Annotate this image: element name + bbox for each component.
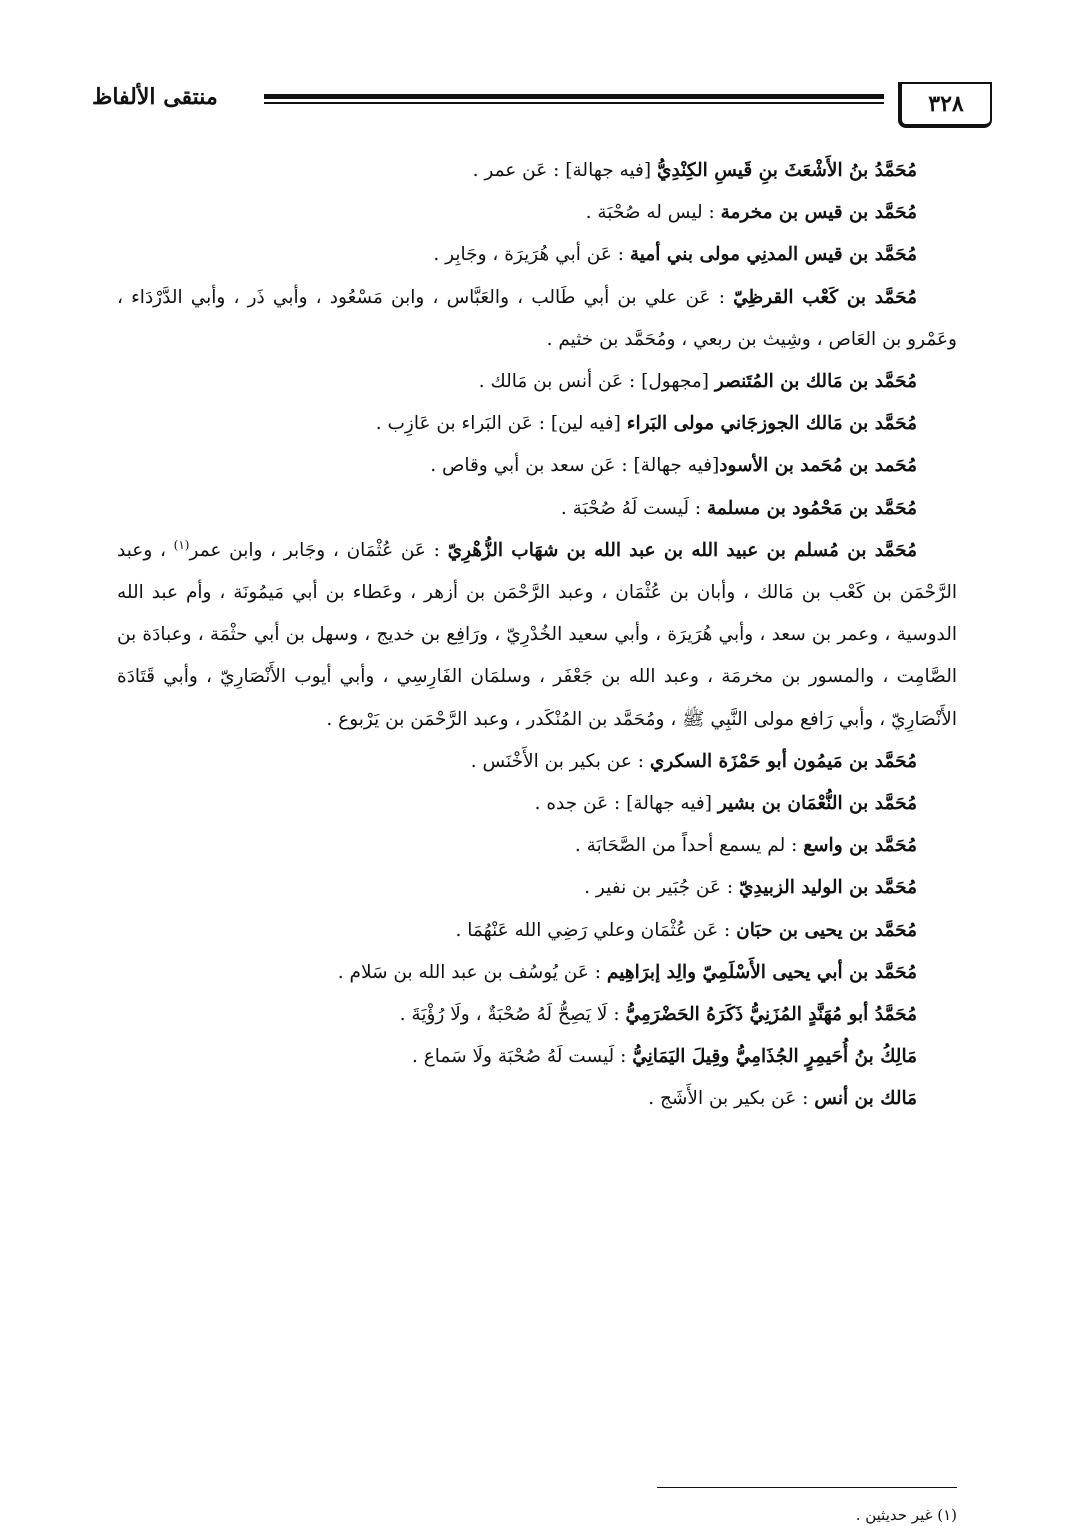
entry-text: [فيه لين] : عَن البَراء بن عَازِب . (375, 413, 627, 435)
entry-name: مُحَمَّد بن كَعْب القرظِيّ (733, 286, 918, 308)
entry (117, 192, 957, 234)
entry-name: مُحَمد بن مُحَمد بن الأسود (719, 455, 917, 477)
entry-name: مَالِكُ بنُ أُحَيمِرٍ الجُذَامِيُّ وقِيلَ اليَمَانِيُّ (632, 1046, 917, 1068)
entry (117, 277, 957, 361)
footnote (856, 1504, 957, 1526)
entry (117, 530, 957, 741)
entries-list (117, 150, 957, 1121)
entry-text: : لَيست لَهُ صُحْبَة ولَا سَماع . (411, 1046, 633, 1068)
entry-text-continued: ، وعبد الرَّحْمَن بن كَعْب بن مَالك ، وأبان بن عُثْمَان ، وعبد الرَّحْمَن بن أزهر ، وعَطاء بن أبي مَيمُونَة ، وأم عبد الله الدوسية ، وعمر بن سعد ، وأبي هُرَيرَة ، وأبي سعيد الخُدْرِيّ ، ورَافِع بن خديج ، وسهل بن أبي حثْمَة ، وعبادَة بن الصَّامِت ، والمسور بن مخرمَة ، وعبد الله بن جَعْفَر ، وسلمَان الفَارِسِي ، وأبي أيوب الأَنْصَارِيّ ، وأبي قَتَادَة الأَنْصَارِيّ ، وأبي رَافع مولى النَّبِي ﷺ ، ومُحَمَّد بن المُنْكَدر ، وعبد الرَّحْمَن بن يَرْبوع . (117, 539, 957, 730)
page-header (92, 82, 992, 126)
entry-name: مُحَمَّد بن يحيى بن حبَان (736, 919, 917, 941)
entry-text: : عن بكير بن الأَخْنَس . (470, 750, 650, 772)
entry-name: مُحَمَّد بن مَيمُون أبو حَمْزَة السكري (649, 750, 917, 772)
entry-text: [فيه جهالة] : عَن عمر . (472, 160, 657, 181)
entry (117, 825, 957, 867)
entry-name: مُحَمَّد بن مَحْمُود بن مسلمة (707, 497, 917, 519)
entry (117, 150, 957, 192)
book-title: منتقى الألفاظ (92, 84, 218, 110)
entry-name: مُحَمَّد بن النُّعْمَان بن بشير (717, 793, 917, 815)
entry (117, 783, 957, 825)
entry-name: مُحَمَّد بن قيس المدنِي مولى بني أمية (629, 244, 917, 266)
entry-text: : لَيست لَهُ صُحْبَة . (560, 497, 708, 519)
entry (117, 1078, 957, 1120)
header-rule (264, 94, 884, 104)
entry-text: : عَن أبي هُرَيرَة ، وجَابِر . (433, 244, 630, 266)
entry-name: مُحَمَّدُ بنُ الأَشْعَثَ بنِ قَيسِ الكِنْدِيُّ (657, 160, 917, 181)
entry-name: مُحَمَّد بن واسع (803, 835, 917, 857)
entry (117, 403, 957, 445)
entry (117, 867, 957, 909)
entry-name: مُحَمَّد بن الوليد الزبيدِيّ (739, 877, 917, 899)
entry-text: : لَا يَصِحُّ لَهُ صُحْبَةٌ ، ولَا رُؤْيَةَ . (399, 1004, 626, 1026)
footnote-divider (657, 1487, 957, 1488)
entry (117, 488, 957, 530)
entry-text: : عَن بكير بن الأَشَج . (648, 1088, 815, 1110)
footnote-ref: (١) (173, 537, 190, 552)
entry-name: مُحَمَّد بن قيس بن مخرمة (720, 202, 917, 224)
entry (117, 994, 957, 1036)
footnote-marker: (١) (937, 1506, 957, 1524)
entry-name: مَالك بن أنس (814, 1088, 917, 1110)
entry-text: : عَن علي بن أبي طَالب ، والعَبَّاس ، وابن مَسْعُود ، وأبي ذَر ، وأبي الدَّرْدَاء ، وعَمْرو بن العَاص ، وشِيث بن ربعي ، ومُحَمَّد بن خثيم . (117, 286, 957, 350)
entry-name: مُحَمَّد بن مُسلم بن عبيد الله بن عبد الله بن شهَاب الزُّهْرِيّ (447, 539, 917, 561)
entry (117, 741, 957, 783)
entry-text: [فيه جهالة] : عَن جده . (534, 793, 718, 815)
entry (117, 1036, 957, 1078)
entry-text: [فيه جهالة] : عَن سعد بن أبي وقاص . (430, 455, 720, 477)
entry-name: مُحَمَّدُ أبو مُهَنَّدٍ المُزَنِيُّ ذَكَرَهُ الحَضْرَمِيُّ (625, 1004, 917, 1026)
footnote-text: غير حديثين . (855, 1506, 938, 1524)
entry-text: : عَن يُوسُف بن عبد الله بن سَلام . (337, 961, 607, 983)
entry (117, 445, 957, 487)
entry-text: : عَن جُبَير بن نفير . (584, 877, 740, 899)
entry (117, 952, 957, 994)
entry-text: : ليس له صُحْبَة . (585, 202, 721, 224)
entry-text: : عَن عُثْمَان ، وجَابر ، وابن عمر (189, 539, 448, 561)
entry-name: مُحَمَّد بن مَالك بن المُتَنصر (714, 371, 917, 393)
entry-name: مُحَمَّد بن أبي يحيى الأَسْلَمِيّ والِد إبرَاهِيم (606, 961, 917, 983)
entry (117, 910, 957, 952)
entry (117, 234, 957, 276)
entry-text: [مجهول] : عَن أنس بن مَالك . (478, 371, 715, 393)
entry-text: : لم يسمع أحداً من الصَّحَابَة . (574, 835, 804, 857)
entry-name: مُحَمَّد بن مَالك الجوزجَاني مولى البَراء (626, 413, 917, 435)
entry-text: : عَن عُثْمَان وعلي رَضِي الله عَنْهُمَا . (455, 919, 737, 941)
page-number: ٣٢٨ (898, 82, 992, 128)
entry (117, 361, 957, 403)
